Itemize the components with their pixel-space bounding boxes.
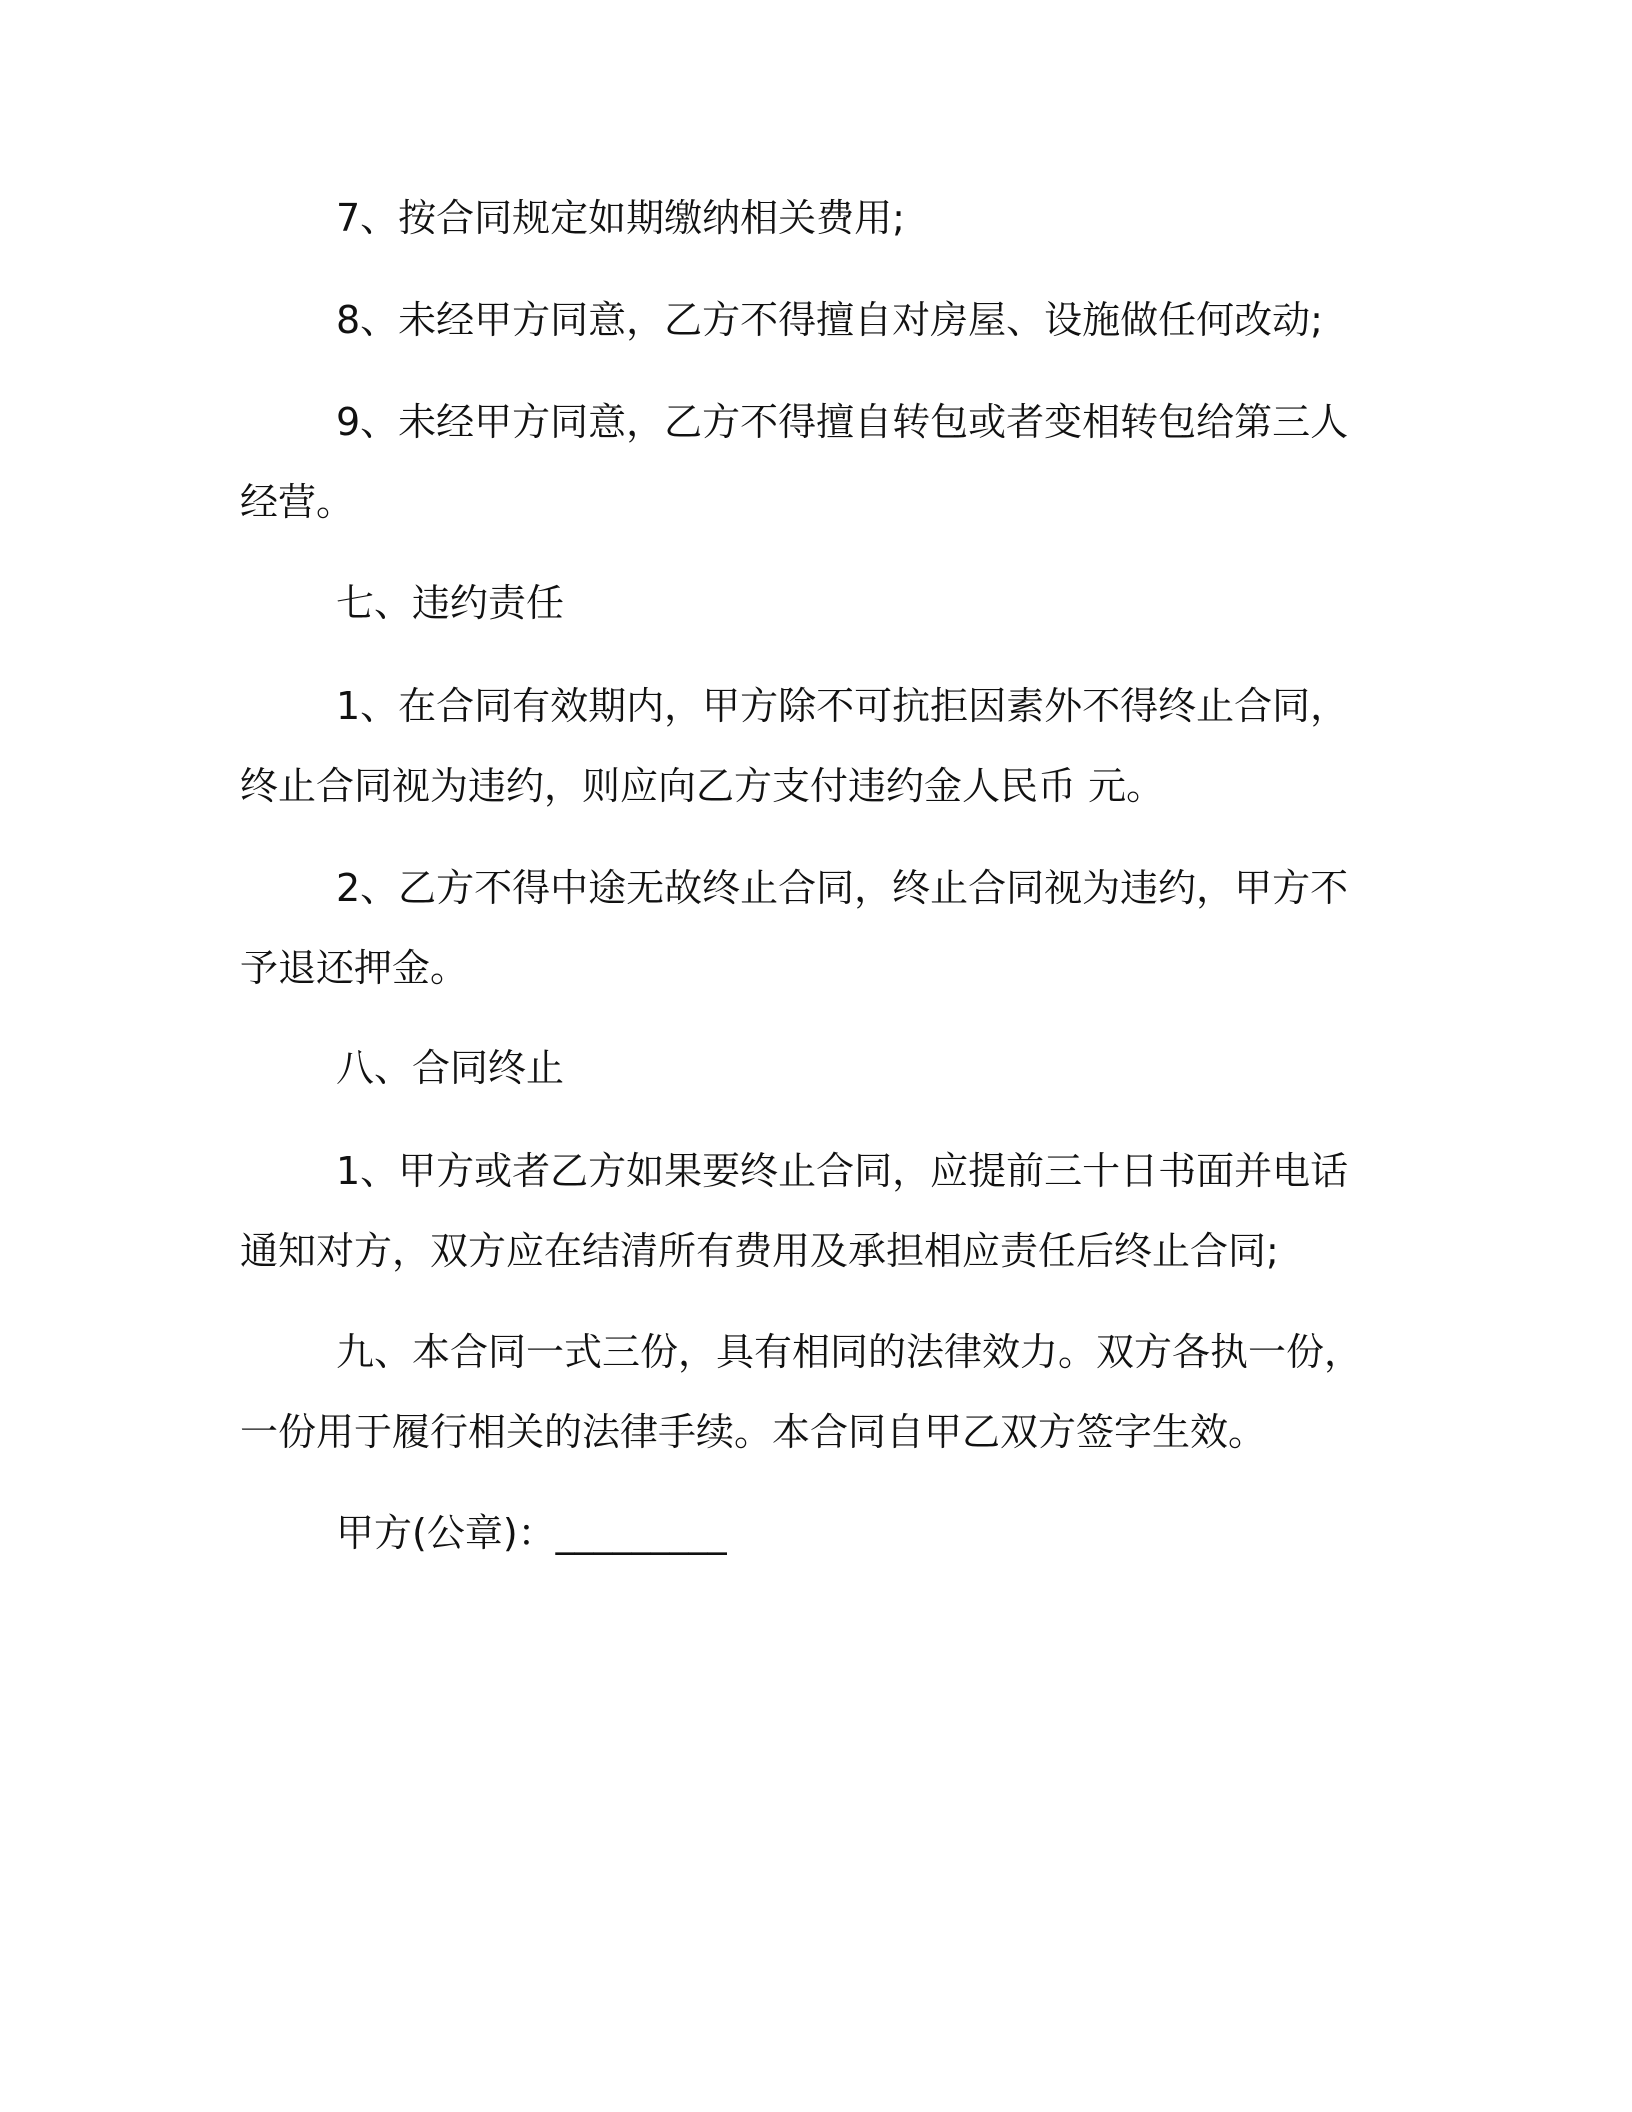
termination-clause-1: 1、甲方或者乙方如果要终止合同，应提前三十日书面并电话通知对方，双方应在结清所有费用及承担相应责任后终止合同;: [240, 1149, 1349, 1273]
section-heading-breach: 七、违约责任: [336, 581, 565, 625]
clause-7: 7、按合同规定如期缴纳相关费用;: [336, 196, 905, 240]
breach-clause-1: 1、在合同有效期内，甲方除不可抗拒因素外不得终止合同，终止合同视为违约，则应向乙方支付违约金人民币 元。: [240, 684, 1349, 808]
breach-clause-2: 2、乙方不得中途无故终止合同，终止合同视为违约，甲方不予退还押金。: [240, 866, 1349, 990]
section-nine-copies: 九、本合同一式三份，具有相同的法律效力。双方各执一份，一份用于履行相关的法律手续。本合同自甲乙双方签字生效。: [240, 1330, 1363, 1454]
party-a-signature-line: 甲方(公章)：_________: [336, 1511, 727, 1555]
clause-9: 9、未经甲方同意，乙方不得擅自转包或者变相转包给第三人经营。: [240, 400, 1349, 524]
clause-8: 8、未经甲方同意，乙方不得擅自对房屋、设施做任何改动;: [336, 298, 1323, 342]
section-heading-termination: 八、合同终止: [336, 1046, 565, 1090]
